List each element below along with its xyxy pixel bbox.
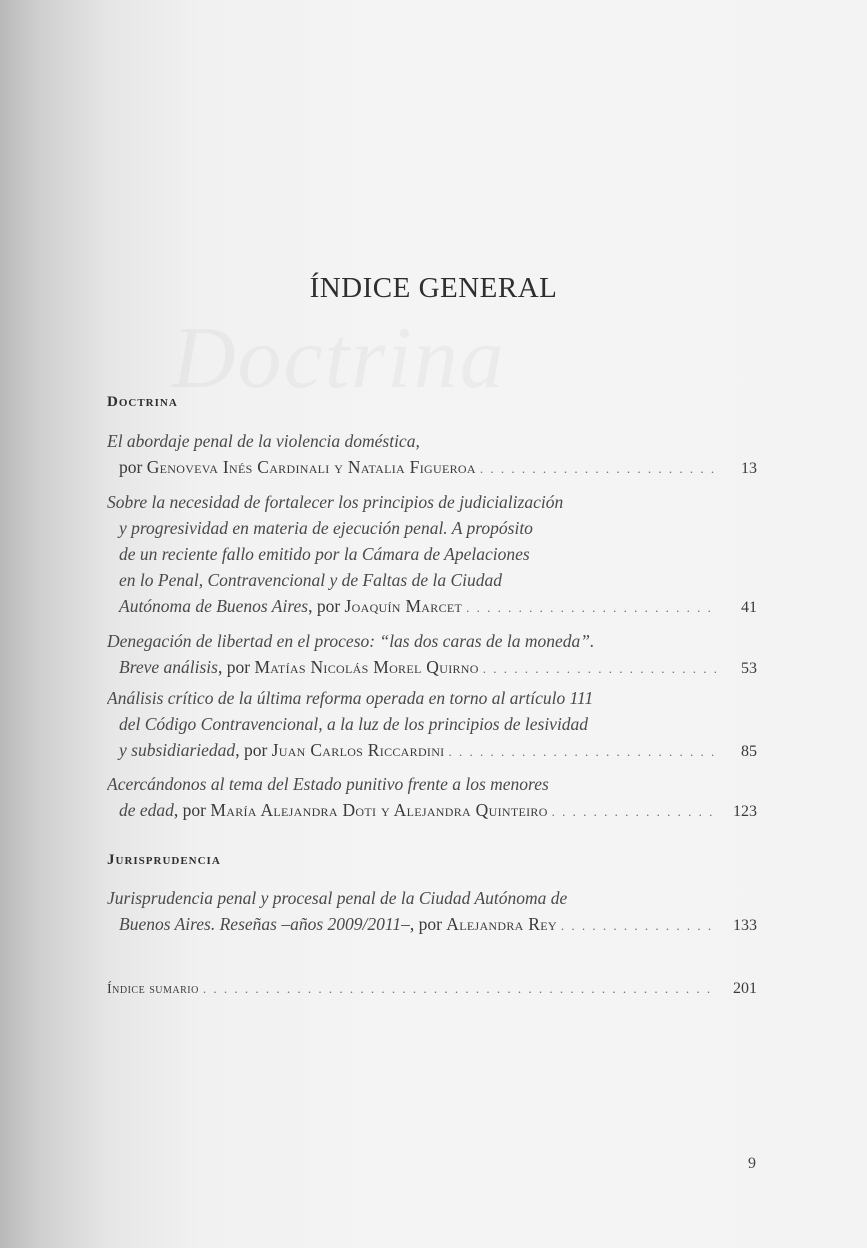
entry-title-tail: y subsidiariedad — [119, 740, 236, 760]
author-prefix: , por — [235, 740, 272, 760]
indice-sumario-label: Índice sumario — [107, 982, 199, 997]
entry-title-tail: Buenos Aires. Reseñas –años 2009/2011– — [119, 914, 410, 934]
author-prefix: , por — [409, 914, 447, 934]
dot-leader — [448, 739, 717, 765]
entry-title-tail: Breve análisis — [119, 657, 218, 677]
entry-title-line: Sobre la necesidad de fortalecer los principios de judicialización — [107, 492, 564, 512]
author-prefix: , por — [308, 596, 345, 616]
entry-page-number[interactable]: 85 — [741, 743, 757, 760]
author-prefix: , por — [217, 657, 255, 677]
entry-title-line: en lo Penal, Contravencional y de Faltas de la Ciudad — [119, 570, 502, 590]
section-heading-jurisprudencia: Jurisprudencia — [107, 852, 221, 868]
toc-entry[interactable] — [107, 771, 757, 823]
entry-last-line — [107, 797, 757, 823]
entry-author: Joaquín Marcet — [344, 596, 463, 616]
bleed-through-watermark — [172, 308, 506, 409]
toc-entry[interactable] — [107, 428, 757, 480]
section-heading-doctrina: Doctrina — [107, 394, 178, 410]
dot-leader — [480, 456, 717, 482]
entry-author: Matías Nicolás Morel Quirno — [254, 657, 479, 677]
entry-title-line: y progresividad en materia de ejecución penal. A propósito — [119, 518, 533, 538]
entry-last-line — [107, 654, 757, 680]
dot-leader — [466, 595, 717, 621]
entry-title-line: del Código Contravencional, a la luz de los principios de lesividad — [119, 714, 589, 734]
entry-author: Juan Carlos Riccardini — [271, 740, 445, 760]
entry-page-number[interactable]: 133 — [733, 917, 757, 934]
toc-entry[interactable] — [107, 489, 757, 619]
entry-page-number[interactable]: 41 — [741, 599, 757, 616]
entry-page-number[interactable]: 53 — [741, 660, 757, 677]
entry-title-line: Acercándonos al tema del Estado punitivo frente a los menores — [107, 774, 549, 794]
entry-last-line — [107, 593, 757, 619]
entry-title-line: Denegación de libertad en el proceso: “las dos caras de la moneda”. — [107, 631, 595, 651]
entry-title-tail: de edad — [119, 800, 174, 820]
toc-entry[interactable] — [107, 685, 757, 763]
entry-title-line: Análisis crítico de la última reforma operada en torno al artículo 111 — [107, 688, 594, 708]
page-title: ÍNDICE GENERAL — [309, 272, 558, 304]
toc-entry[interactable] — [107, 885, 757, 937]
dot-leader — [483, 656, 717, 682]
page-number: 9 — [748, 1155, 756, 1172]
entry-last-line — [107, 454, 757, 480]
entry-author: María Alejandra Doti y Alejandra Quinteiro — [210, 800, 548, 820]
dot-leader — [203, 981, 717, 997]
author-prefix: , por — [173, 800, 211, 820]
entry-page-number[interactable]: 13 — [741, 460, 757, 477]
entry-title-line: de un reciente fallo emitido por la Cámara de Apelaciones — [119, 544, 530, 564]
author-prefix: por — [119, 457, 147, 477]
entry-last-line — [107, 980, 757, 1006]
entry-author: Genoveva Inés Cardinali y Natalia Figueroa — [146, 457, 476, 477]
entry-page-number[interactable]: 123 — [733, 803, 757, 820]
toc-entry[interactable] — [107, 628, 757, 680]
dot-leader — [552, 799, 717, 825]
toc-entry-indice-sumario[interactable] — [107, 980, 757, 1006]
entry-title-line: El abordaje penal de la violencia doméstica, — [107, 431, 420, 451]
dot-leader — [561, 913, 717, 939]
entry-title-line: Jurisprudencia penal y procesal penal de la Ciudad Autónoma de — [107, 888, 568, 908]
entry-page-number[interactable]: 201 — [733, 980, 757, 997]
entry-last-line — [107, 911, 757, 937]
entry-last-line — [107, 737, 757, 763]
entry-author: Alejandra Rey — [446, 914, 557, 934]
entry-title-tail: Autónoma de Buenos Aires — [119, 596, 309, 616]
